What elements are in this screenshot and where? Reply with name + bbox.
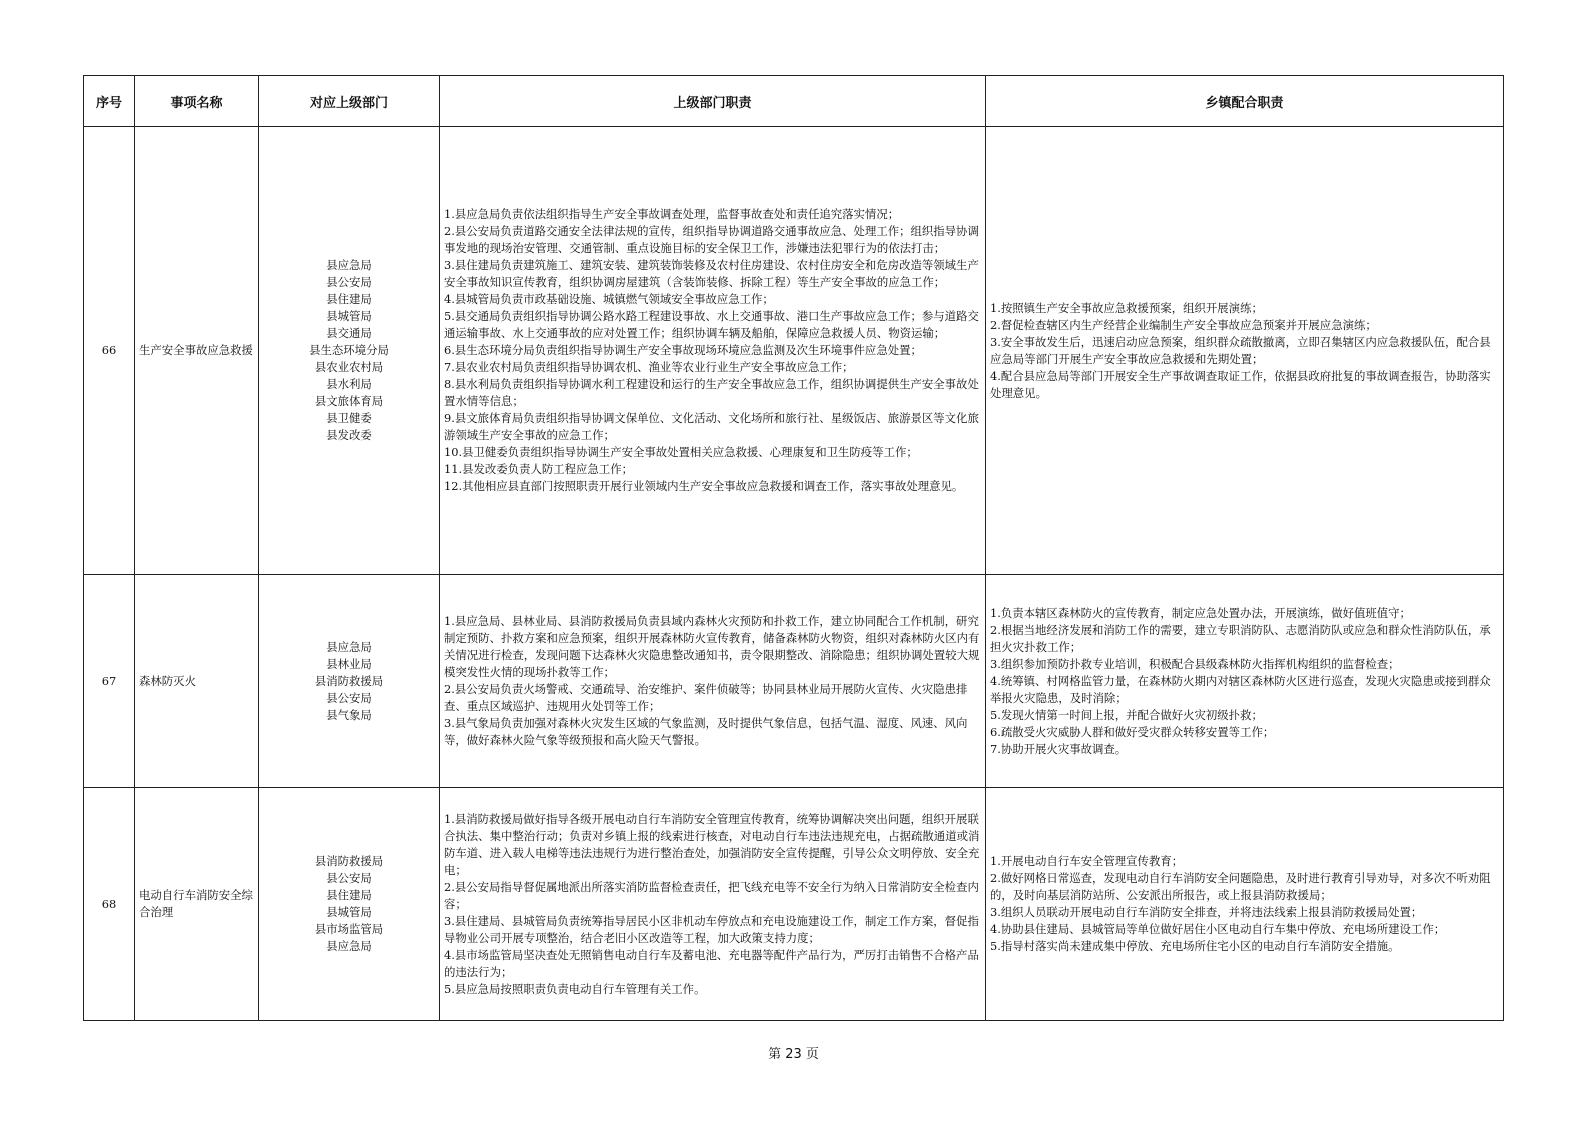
row-number: 66	[84, 127, 135, 575]
duty-line: 6.疏散受火灾威胁人群和做好受灾群众转移安置等工作；	[990, 724, 1275, 739]
dept-item: 县生态环境分局	[309, 343, 389, 357]
upper-duty	[440, 127, 986, 575]
dept-list	[259, 127, 440, 575]
duty-table	[83, 75, 1504, 1021]
dept-item: 县公安局	[326, 871, 372, 885]
table-row	[84, 788, 1504, 1021]
dept-item: 县应急局	[326, 258, 372, 272]
header-no: 序号	[84, 76, 135, 127]
duty-line: 4.协助县住建局、县城管局等单位做好居住小区电动自行车集中停放、充电场所建设工作；	[990, 922, 1446, 936]
dept-list	[259, 575, 440, 788]
dept-item: 县卫健委	[326, 411, 372, 425]
dept-item: 县住建局	[326, 888, 372, 902]
row-number: 68	[84, 788, 135, 1021]
duty-line: 1.县应急局、县林业局、县消防救援局负责县域内森林火灾预防和扑救工作，建立协同配合工作机制，研究制定预防、扑救方案和应急预案，组织开展森林防火宣传教育，储备森林防火物资，组织对森林防火区内有关情况进行检查，发现问题下达森林火灾隐患整改通知书，责令限期整改、消除隐患；组织协调处置较大规模突发性火情的现场扑救等工作；	[444, 614, 980, 679]
item-name: 电动自行车消防安全综合治理	[135, 788, 259, 1021]
town-duty	[986, 575, 1504, 788]
item-name: 生产安全事故应急救援	[135, 127, 259, 575]
table-row	[84, 575, 1504, 788]
dept-item: 县城管局	[326, 905, 372, 919]
duty-line: 2.督促检查辖区内生产经营企业编制生产安全事故应急预案并开展应急演练；	[990, 317, 1377, 332]
duty-line: 5.指导村落实尚未建成集中停放、充电场所住宅小区的电动自行车消防安全措施。	[990, 939, 1400, 953]
table-row	[84, 127, 1504, 575]
duty-line: 1.县消防救援局做好指导各级开展电动自行车消防安全管理宣传教育，统筹协调解决突出问题，组织开展联合执法、集中整治行动；负责对乡镇上报的线索进行核查，对电动自行车违法违规充电，占据疏散通道或消防车道、进入载人电梯等违法违规行为进行整治查处，加强消防安全宣传提醒，引导公众文明停放、安全充电；	[444, 811, 980, 877]
duty-line: 2.县公安局指导督促属地派出所落实消防监督检查责任，把飞线充电等不安全行为纳入日常消防安全检查内容；	[444, 879, 979, 911]
dept-item: 县发改委	[326, 428, 372, 442]
duty-line: 1.负责本辖区森林防火的宣传教育，制定应急处置办法，开展演练，做好值班值守；	[990, 605, 1411, 620]
duty-line: 1.县应急局负责依法组织指导生产安全事故调查处理，监督事故查处和责任追究落实情况；	[444, 207, 900, 221]
dept-item: 县住建局	[326, 292, 372, 306]
duty-line: 10.县卫健委负责组织指导协调生产安全事故处置相关应急救援、心理康复和卫生防疫等工作；	[444, 445, 918, 459]
duty-line: 2.根据当地经济发展和消防工作的需要，建立专职消防队、志愿消防队或应急和群众性消防队伍，承担火灾扑救工作；	[990, 622, 1491, 654]
duty-line: 8.县水利局负责组织指导协调水利工程建设和运行的生产安全事故应急工作，组织协调提供生产安全事故处置水情等信息；	[444, 377, 979, 408]
dept-item: 县应急局	[326, 639, 372, 654]
duty-line: 5.县交通局负责组织指导协调公路水路工程建设事故、水上交通事故、港口生产事故应急工作；参与道路交通运输事故、水上交通事故的应对处置工作；组织协调车辆及船舶，保障应急救援人员、物资运输；	[444, 309, 979, 340]
duty-line: 1.按照镇生产安全事故应急救援预案，组织开展演练；	[990, 300, 1263, 315]
dept-item: 县水利局	[326, 377, 372, 391]
duty-line: 7.县农业农村局负责组织指导协调农机、渔业等农业行业生产安全事故应急工作；	[444, 360, 854, 374]
duty-line: 3.县住建局、县城管局负责统筹指导居民小区非机动车停放点和充电设施建设工作，制定工作方案，督促指导物业公司开展专项整治，结合老旧小区改造等工程，加大政策支持力度；	[444, 913, 979, 945]
duty-line: 4.县城管局负责市政基础设施、城镇燃气领域安全事故应急工作；	[444, 292, 774, 306]
item-name: 森林防灭火	[135, 575, 259, 788]
duty-line: 3.安全事故发生后，迅速启动应急预案，组织群众疏散撤离，立即召集辖区内应急救援队伍，配合县应急局等部门开展生产安全事故应急救援和先期处置；	[990, 334, 1491, 366]
duty-line: 5.县应急局按照职责负责电动自行车管理有关工作。	[444, 981, 706, 996]
row-number: 67	[84, 575, 135, 788]
duty-line: 3.组织参加预防扑救专业培训，积极配合县级森林防火指挥机构组织的监督检查；	[990, 656, 1400, 671]
duty-line: 3.县气象局负责加强对森林火灾发生区域的气象监测，及时提供气象信息，包括气温、湿度、风速、风向等，做好森林火险气象等级预报和高火险天气警报。	[444, 716, 968, 747]
duty-line: 11.县发改委负责人防工程应急工作；	[444, 462, 633, 476]
dept-item: 县消防救援局	[314, 673, 384, 688]
dept-item: 县消防救援局	[314, 854, 384, 868]
duty-line: 4.统筹镇、村网格监管力量，在森林防火期内对辖区森林防火区进行巡查，发现火灾隐患或接到群众举报火灾隐患，及时消除；	[990, 673, 1491, 705]
dept-item: 县文旅体育局	[314, 394, 384, 408]
dept-item: 县城管局	[326, 309, 372, 323]
page-number: 第 23 页	[768, 1047, 819, 1062]
header-town-duty: 乡镇配合职责	[986, 76, 1504, 127]
header-dept: 对应上级部门	[259, 76, 440, 127]
duty-line: 9.县文旅体育局负责组织指导协调文保单位、文化活动、文化场所和旅行社、星级饭店、旅游景区等文化旅游领域生产安全事故的应急工作；	[444, 411, 979, 442]
town-duty	[986, 127, 1504, 575]
dept-item: 县公安局	[326, 275, 372, 289]
duty-line: 6.县生态环境分局负责组织指导协调生产安全事故现场环境应急监测及次生环境事件应急处置；	[444, 343, 922, 357]
town-duty	[986, 788, 1504, 1021]
duty-line: 2.县公安局负责道路交通安全法律法规的宣传，组织指导协调道路交通事故应急、处理工作；组织指导协调事发地的现场治安管理、交通管制、重点设施目标的安全保卫工作，涉嫌违法犯罪行为的依法打击；	[444, 224, 979, 255]
dept-item: 县应急局	[326, 939, 372, 953]
duty-line: 3.县住建局负责建筑施工、建筑安装、建筑装饰装修及农村住房建设、农村住房安全和危房改造等领域生产安全事故知识宣传教育，组织协调房屋建筑（含装饰装修、拆除工程）等生产安全事故的应急工作；	[444, 258, 979, 289]
dept-list	[259, 788, 440, 1021]
duty-line: 7.协助开展火灾事故调查。	[990, 741, 1127, 756]
dept-item: 县交通局	[326, 326, 372, 340]
header-name: 事项名称	[135, 76, 259, 127]
upper-duty	[440, 575, 986, 788]
duty-line: 5.发现火情第一时间上报，并配合做好火灾初级扑救；	[990, 707, 1263, 722]
dept-item: 县公安局	[326, 690, 372, 705]
header-upper-duty: 上级部门职责	[440, 76, 986, 127]
duty-line: 4.县市场监管局坚决查处无照销售电动自行车及蓄电池、充电器等配件产品行为，严厉打击销售不合格产品的违法行为；	[444, 947, 979, 979]
duty-line: 2.县公安局负责火场警戒、交通疏导、治安维护、案件侦破等；协同县林业局开展防火宣传、火灾隐患排查、重点区域巡护、违规用火处罚等工作；	[444, 682, 968, 713]
duty-line: 3.组织人员联动开展电动自行车消防安全排查，并将违法线索上报县消防救援局处置；	[990, 905, 1423, 919]
dept-item: 县市场监管局	[314, 922, 384, 936]
duty-line: 4.配合县应急局等部门开展安全生产事故调查取证工作，依据县政府批复的事故调查报告，协助落实处理意见。	[990, 368, 1491, 400]
dept-item: 县林业局	[326, 656, 372, 671]
upper-duty	[440, 788, 986, 1021]
dept-item: 县气象局	[326, 707, 372, 722]
duty-line: 1.开展电动自行车安全管理宣传教育；	[990, 854, 1184, 868]
header-row	[84, 76, 1504, 127]
duty-line: 12.其他相应县直部门按照职责开展行业领域内生产安全事故应急救援和调查工作，落实事故处理意见。	[444, 479, 964, 493]
dept-item: 县农业农村局	[314, 360, 384, 374]
duty-line: 2.做好网格日常巡查，发现电动自行车消防安全问题隐患，及时进行教育引导劝导，对多次不听劝阻的，及时向基层消防站所、公安派出所报告，或上报县消防救援局；	[990, 871, 1491, 902]
